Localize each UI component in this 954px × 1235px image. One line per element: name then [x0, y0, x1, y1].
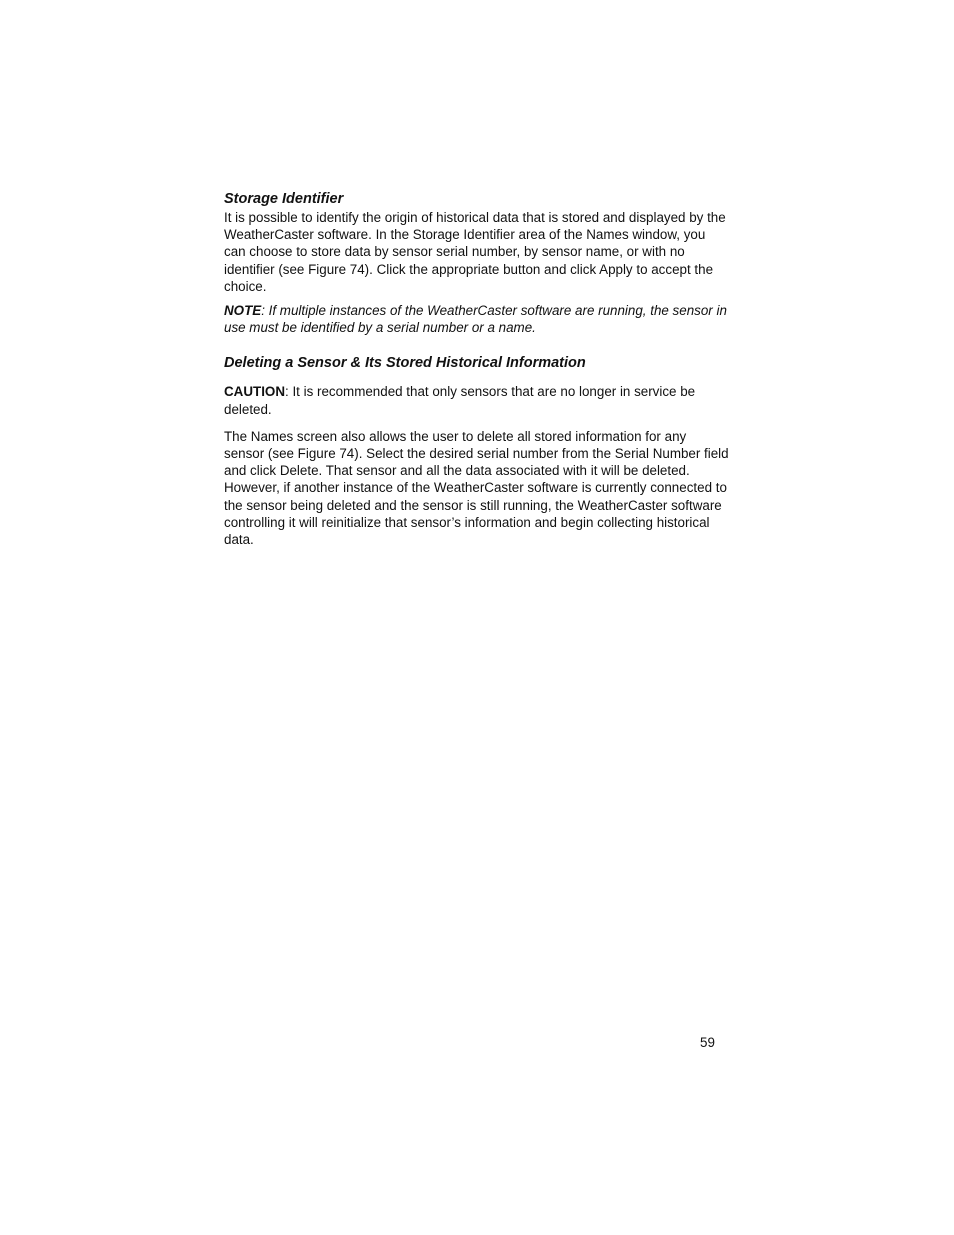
- page-number: 59: [700, 1035, 715, 1050]
- caution-label: CAUTION: [224, 384, 285, 400]
- storage-identifier-paragraph: It is possible to identify the origin of historical data that is stored and displayed by the WeatherCaster software. In the Storage Identifier area of the Names window, you can choose to store data by sensor serial number, by sensor name, or with no identifier (see Figure 74). Click the appropriate button and click Apply to accept the choice.: [224, 210, 726, 294]
- storage-identifier-heading: Storage Identifier: [224, 191, 344, 207]
- deleting-sensor-heading: Deleting a Sensor & Its Stored Historical Information: [224, 355, 586, 372]
- note-text: : If multiple instances of the WeatherCaster software are running, the sensor in use must be identified by a serial number or a name.: [224, 303, 727, 336]
- note-paragraph: [224, 302, 730, 336]
- caution-text: : It is recommended that only sensors that are no longer in service be deleted.: [224, 384, 696, 417]
- caution-paragraph: [224, 383, 730, 417]
- note-label: NOTE: [224, 303, 262, 319]
- page-content: [224, 189, 730, 548]
- names-screen-paragraph: The Names screen also allows the user to delete all stored information for any sensor (see Figure 74). Select the desired serial number from the Serial Number field and click Delete. That sensor and all the data associated with it will be deleted. However, if another instance of the WeatherCaster software is currently connected to the sensor being deleted and the sensor is still running, the WeatherCaster software controlling it will reinitialize that sensor’s information and begin collecting historical data.: [224, 428, 729, 548]
